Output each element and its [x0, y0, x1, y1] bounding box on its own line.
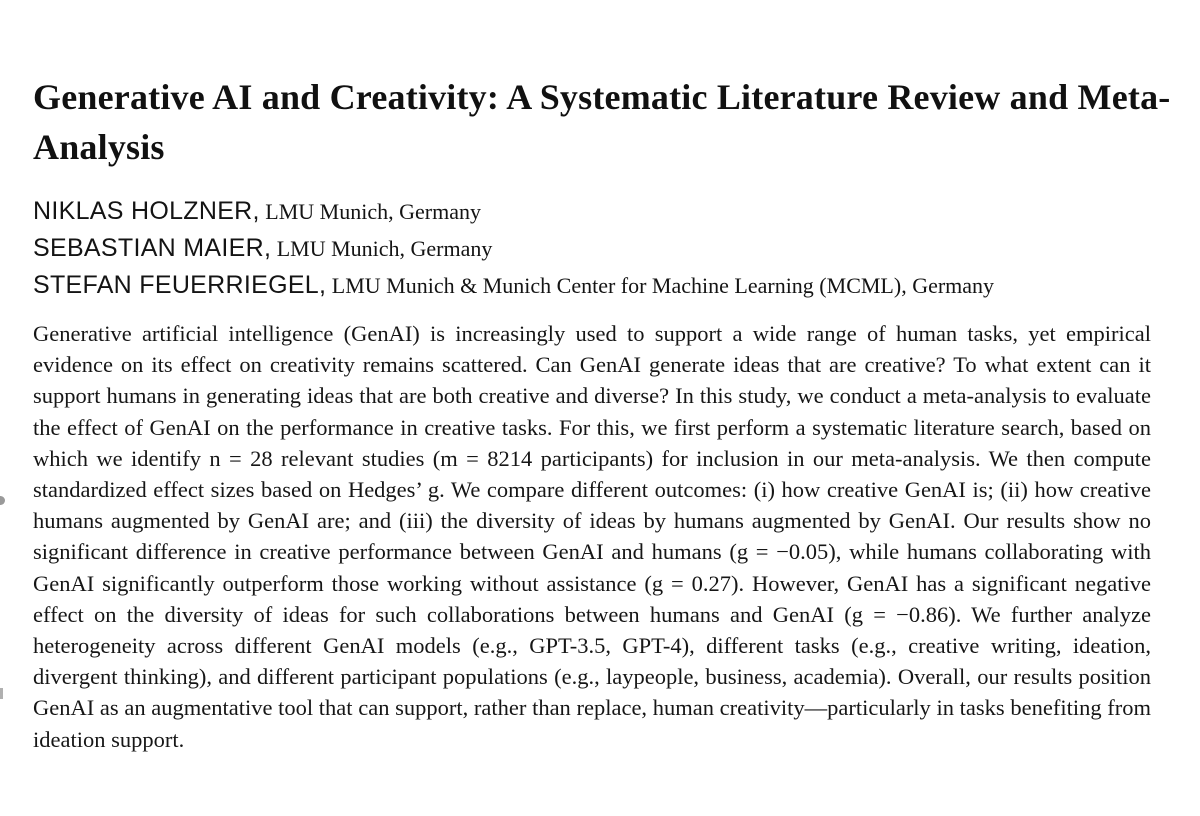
paper-title: Generative AI and Creativity: A Systematic Literature Review and Meta-Analysis — [33, 77, 1171, 167]
author-list — [33, 193, 1173, 304]
page-edge-mark — [0, 688, 3, 699]
author-name: STEFAN FEUERRIEGEL, — [33, 271, 327, 299]
author-affiliation: LMU Munich, Germany — [259, 199, 481, 224]
author-entry — [33, 230, 1173, 267]
author-affiliation: LMU Munich, Germany — [271, 236, 493, 261]
author-entry — [33, 267, 1173, 304]
author-name: SEBASTIAN MAIER, — [33, 234, 272, 262]
author-entry — [33, 193, 1173, 230]
abstract-text: Generative artificial intelligence (GenAI) is increasingly used to support a wide range of human tasks, yet empirical evidence on its effect on creativity remains scattered. Can GenAI generate ideas that are creative? To what extent can it support humans in generating ideas that are both creative and diverse? In this study, we conduct a meta-analysis to evaluate the effect of GenAI on the performance in creative tasks. For this, we first perform a systematic literature search, based on which we identify n = 28 relevant studies (m = 8214 participants) for inclusion in our meta-analysis. We then compute standardized effect sizes based on Hedges’ g. We compare different outcomes: (i) how creative GenAI is; (ii) how creative humans augmented by GenAI are; and (iii) the diversity of ideas by humans augmented by GenAI. Our results show no significant difference in creative performance between GenAI and humans (g = −0.05), while humans collaborating with GenAI significantly outperform those working without assistance (g = 0.27). However, GenAI has a significant negative effect on the diversity of ideas for such collaborations between humans and GenAI (g = −0.86). We further analyze heterogeneity across different GenAI models (e.g., GPT-3.5, GPT-4), different tasks (e.g., creative writing, ideation, divergent thinking), and different participant populations (e.g., laypeople, business, academia). Overall, our results position GenAI as an augmentative tool that can support, rather than replace, human creativity—particularly in tasks benefiting from ideation support. — [33, 321, 1151, 752]
page-edge-mark — [0, 496, 5, 505]
author-name: NIKLAS HOLZNER, — [33, 197, 260, 225]
author-affiliation: LMU Munich & Munich Center for Machine Learning (MCML), Germany — [326, 273, 995, 298]
